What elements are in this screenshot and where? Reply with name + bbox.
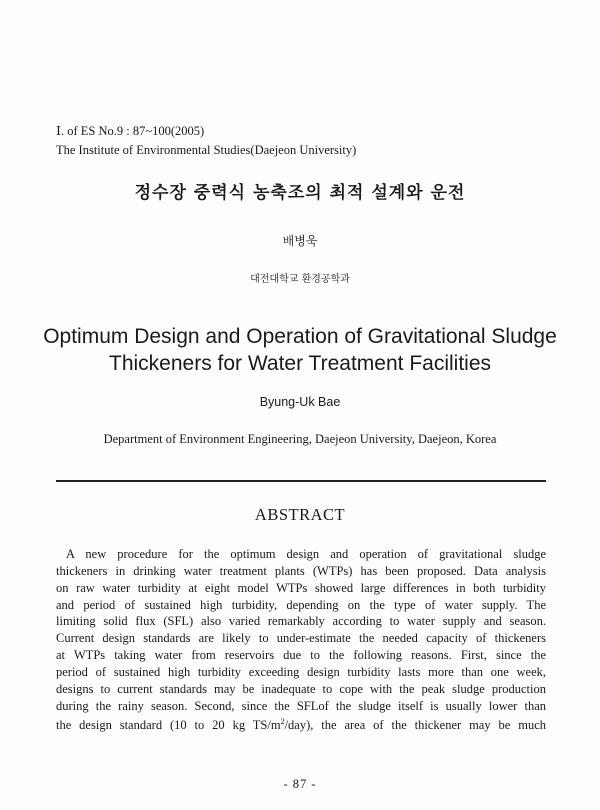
korean-title: 정수장 중력식 농축조의 최적 설계와 운전 <box>134 183 466 203</box>
abstract-last-part: /day), the area of the thickener may be much <box>284 718 546 733</box>
abstract-line: thickeners in drinking water treatment plants (WTPs) has been proposed. Data analysis <box>56 563 546 578</box>
abstract-line-last <box>56 714 546 734</box>
english-title-line: Optimum Design and Operation of Gravitational Sludge <box>43 325 557 348</box>
abstract-heading: ABSTRACT <box>254 505 346 524</box>
section-divider <box>56 480 546 482</box>
abstract-line: and period of sustained high turbidity, depending on the type of water supply. The <box>56 597 546 612</box>
abstract-line: period of sustained high turbidity exceeding design turbidity lasts more than one week, <box>56 664 546 679</box>
abstract-line: at WTPs taking water from reservoirs due to the following reasons. First, since the <box>56 648 546 663</box>
abstract-body <box>56 546 546 734</box>
abstract-line: designs to current standards may be inadequate to cope with the peak sludge production <box>56 681 546 696</box>
english-title <box>0 323 600 377</box>
korean-affiliation: 대전대학교 환경공학과 <box>250 274 350 285</box>
journal-institute: The Institute of Environmental Studies(Daejeon University) <box>56 143 357 157</box>
page-number: - 87 - <box>283 777 317 791</box>
journal-citation: Ⅰ. of ES No.9 : 87~100(2005) <box>56 124 205 138</box>
korean-author: 배병욱 <box>282 234 318 248</box>
abstract-last-part: the design standard (10 to 20 kg TS/m <box>56 718 281 733</box>
abstract-line: during the rainy season. Second, since the SFLof the sludge itself is usually lower than <box>56 698 546 713</box>
english-title-line: Thickeners for Water Treatment Facilities <box>109 352 491 375</box>
abstract-line: A new procedure for the optimum design and operation of gravitational sludge <box>66 547 546 561</box>
abstract-line: on raw water turbidity at eight model WTPs showed large differences in both turbidity <box>56 580 546 595</box>
abstract-line: limiting solid flux (SFL) also varied remarkably according to water supply and season. <box>56 614 546 629</box>
english-affiliation: Department of Environment Engineering, Daejeon University, Daejeon, Korea <box>103 432 497 446</box>
english-author: Byung-Uk Bae <box>259 395 341 409</box>
superscript-two: 2 <box>280 717 285 727</box>
abstract-line: Current design standards are likely to under-estimate the needed capacity of thickeners <box>56 631 546 646</box>
journal-header <box>56 122 356 160</box>
